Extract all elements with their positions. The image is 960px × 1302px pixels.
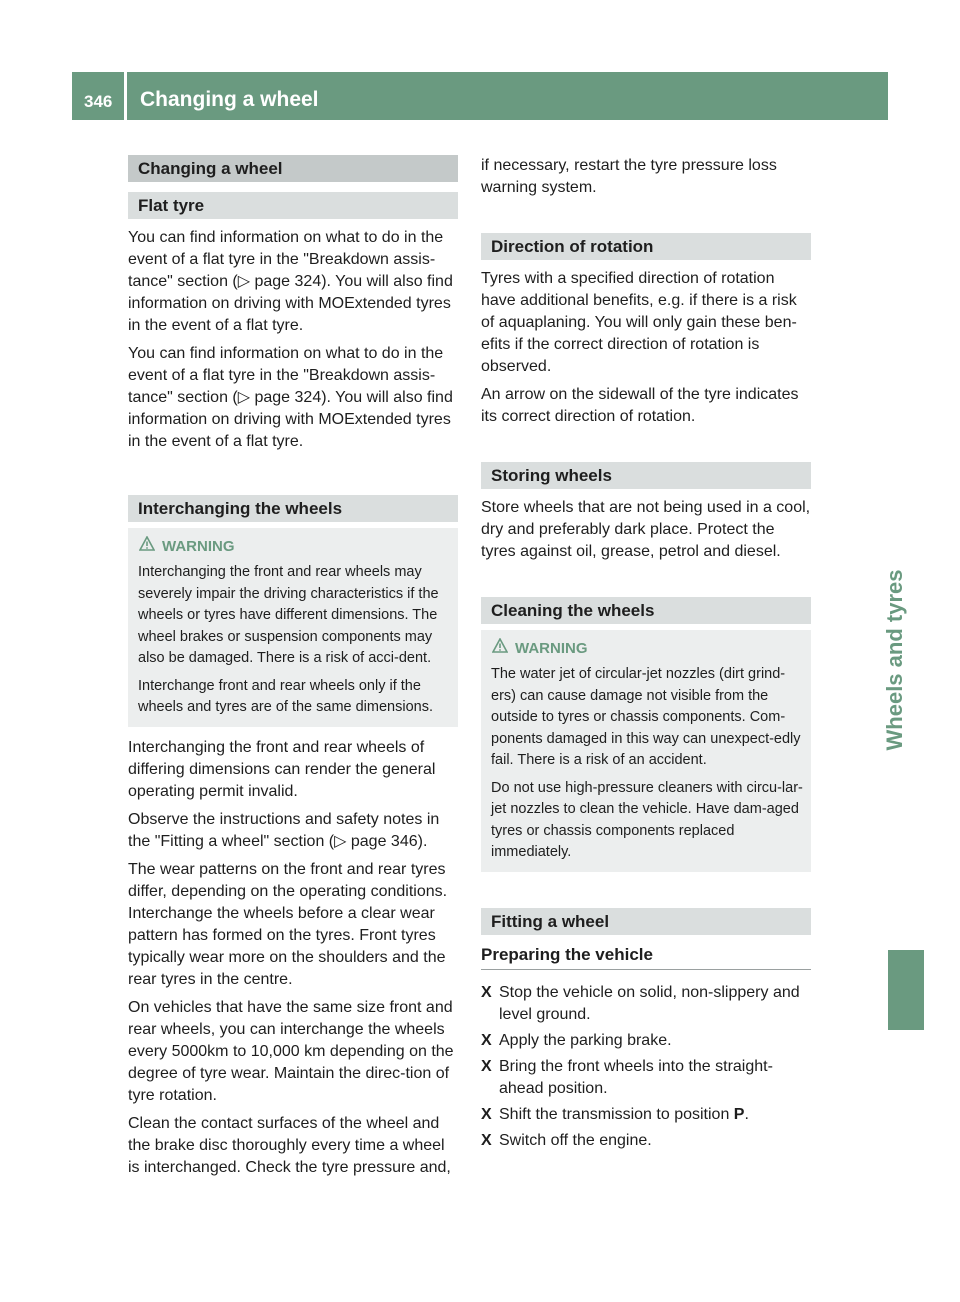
direction-paragraph-1: Tyres with a specified direction of rotation have additional benefits, e.g. if there is a risk of aquaplaning. You will only gain these ben-efits if the correct direction of rotation is observed. [481,270,797,375]
cleaning-warning-paragraph-1: The water jet of circular-jet nozzles (dirt grind-ers) can cause damage not visible from the outside to tyres or chassis components. Com-ponents damaged in this way can unexpect-edly fail. There is a risk of an accident. [491,666,801,768]
direction-paragraph-2: An arrow on the sidewall of the tyre indicates its correct direction of rotation. [481,386,799,425]
storing-paragraph: Store wheels that are not being used in a cool, dry and preferably dark place. Protect the tyres against oil, grease, petrol and diesel. [481,499,811,560]
interchanging-paragraph-3: The wear patterns on the front and rear tyres differ, depending on the operating conditions. Interchange the wheels before a clear wear pattern has formed on the tyres. Front tyres typically wear more on the shoulders and the rear tyres in the centre. [128,860,448,988]
side-tab-marker [888,950,924,1030]
heading-fitting-wheel: Fitting a wheel [481,908,811,935]
step-text: Apply the parking brake. [499,1031,672,1049]
subheading-preparing-vehicle: Preparing the vehicle [481,943,811,970]
gear-position-p: P [733,1105,745,1123]
step-arrow-icon: X [481,1131,492,1149]
step-text: Bring the front wheels into the straight-ahead position. [499,1057,773,1097]
flat-tyre-paragraph-2: You can find information on what to do in the event of a flat tyre in the "Breakdown assis-tance" section (▷ page 324). You will also find information on driving with MOExtended tyres in the event of a flat tyre. [128,345,453,450]
step-arrow-icon: X [481,1057,492,1075]
chapter-label: Wheels and tyres [882,569,907,751]
warning-triangle-icon [138,536,156,558]
interchanging-paragraph-4: On vehicles that have the same size front and rear wheels, you can interchange the wheels every 5000km to 10,000 km depending on the degree of tyre wear. Maintain the direc-tion of tyre rotation. [128,998,454,1104]
warning-box-cleaning [481,630,811,872]
heading-flat-tyre: Flat tyre [128,192,458,219]
heading-direction-of-rotation: Direction of rotation [481,233,811,260]
warning-title [138,536,450,558]
warning-label: WARNING [162,538,235,555]
step-text: Switch off the engine. [499,1131,652,1149]
interchanging-paragraph-2: Observe the instructions and safety notes in the "Fitting a wheel" section (▷ page 346). [128,810,440,850]
step-arrow-icon: X [481,1031,492,1049]
warning-triangle-icon [491,638,509,660]
cleaning-warning-paragraph-2: Do not use high-pressure cleaners with circu-lar-jet nozzles to clean the vehicle. Have dam-aged tyres or chassis components replaced immediately. [491,779,803,860]
page-number: 346 [84,92,113,111]
continuation-paragraph: if necessary, restart the tyre pressure loss warning system. [481,157,777,196]
flat-tyre-paragraph-1: You can find information on what to do in the event of a flat tyre in the "Breakdown assis-tance" section (▷ page 324). You will also find information on driving with MOExtended tyres in the event of a flat tyre. [128,229,453,334]
page-title: Changing a wheel [140,88,319,111]
heading-storing-wheels: Storing wheels [481,462,811,489]
step-arrow-icon: X [481,1105,492,1123]
step-text: Shift the transmission to position P. [499,1105,749,1123]
heading-cleaning-wheels: Cleaning the wheels [481,597,811,624]
side-tab [880,560,910,760]
step-item [481,1030,811,1052]
warning-box-interchanging [128,528,458,727]
section-heading-changing-wheel: Changing a wheel [128,155,458,182]
step-text: Stop the vehicle on solid, non-slippery and level ground. [499,983,800,1023]
interchanging-paragraph-5: Clean the contact surfaces of the wheel and the brake disc thoroughly every time a wheel is interchanged. Check the tyre pressure and, [128,1114,451,1176]
step-item [481,1104,811,1126]
step-item [481,982,811,1026]
left-column [128,155,458,1185]
warning-label: WARNING [515,640,588,657]
step-arrow-icon: X [481,983,492,1001]
header-divider [124,72,127,120]
step-item [481,1056,811,1100]
warning-title [491,638,803,660]
step-item [481,1130,811,1152]
warning-paragraph-2: Interchange front and rear wheels only if the wheels and tyres are of the same dimensions. [138,677,433,715]
right-column [481,155,811,1152]
heading-interchanging-wheels: Interchanging the wheels [128,495,458,522]
warning-paragraph-1: Interchanging the front and rear wheels may severely impair the driving characteristics if the wheels or tyres have different dimensions. The wheel brakes or suspension components may also be damaged. There is a risk of acci-dent. [138,564,439,666]
interchanging-paragraph-1: Interchanging the front and rear wheels of differing dimensions can render the general operating permit invalid. [128,738,436,800]
